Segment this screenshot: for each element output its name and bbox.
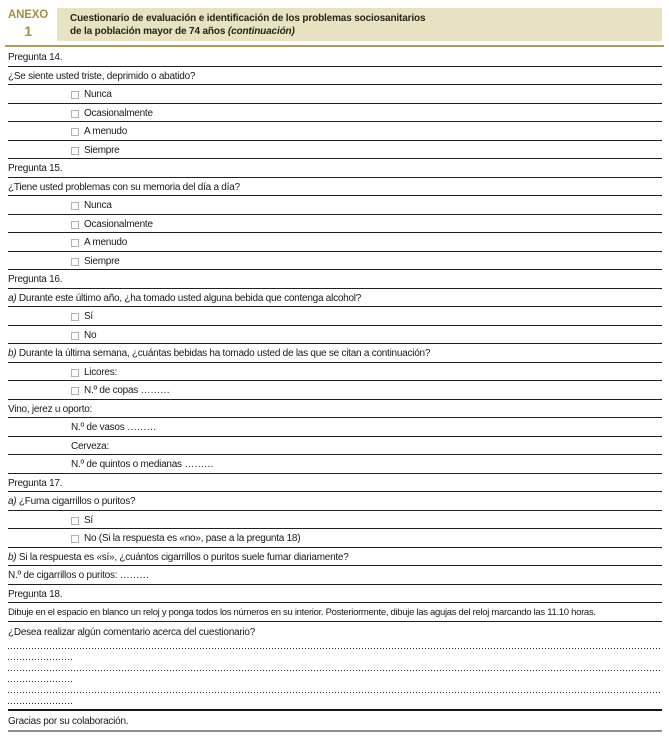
- pregunta-14-question: [8, 67, 662, 86]
- anexo-number: 1: [24, 22, 32, 39]
- option-p16a-no-text: No: [84, 329, 97, 341]
- p17b-num-cigarrillos-text: N.º de cigarrillos o puritos: ………: [8, 570, 150, 581]
- option-p17a-si-text: Sí: [84, 514, 93, 526]
- option-p14-siempre-checkbox[interactable]: [71, 147, 79, 155]
- p16b-num-quintos: [8, 455, 662, 474]
- title-line2-italic: (continuación): [227, 25, 295, 37]
- option-p14-ocasionalmente-checkbox[interactable]: [71, 110, 79, 118]
- pregunta-17b-question: [8, 548, 662, 567]
- option-p16a-si-checkbox[interactable]: [71, 313, 79, 321]
- comment-question: [8, 622, 662, 641]
- option-p15-ocasionalmente: [8, 215, 662, 234]
- option-p16a-no: [8, 326, 662, 345]
- p16b-vino-label-text: Vino, jerez u oporto:: [8, 403, 93, 415]
- comment-question-text: ¿Desea realizar algún comentario acerca del cuestionario?: [8, 626, 255, 638]
- pregunta-17-label-text: Pregunta 17.: [8, 477, 63, 489]
- header-rule: [5, 45, 664, 47]
- option-p15-nunca-checkbox[interactable]: [71, 202, 79, 210]
- option-p15-nunca-text: Nunca: [84, 200, 112, 211]
- option-p16b-num-copas: [8, 381, 662, 400]
- closing-note: Gracias por su colaboración.: [8, 716, 129, 727]
- option-p14-a-menudo-text: A menudo: [84, 126, 128, 137]
- questionnaire-body: [8, 48, 662, 706]
- title-line2-text: de la población mayor de 74 años: [70, 25, 228, 37]
- pregunta-18-instruction-text: Dibuje en el espacio en blanco un reloj y ponga todos los números en su interior. Posteriormente, dibuje las agujas del reloj marcando las 11.10 horas.: [8, 607, 596, 618]
- anexo-badge: [8, 10, 48, 38]
- footer-bottom-rule: [8, 730, 662, 732]
- option-p15-a-menudo-checkbox[interactable]: [71, 239, 79, 247]
- p17b-num-cigarrillos: [8, 566, 662, 585]
- option-p17a-si: [8, 511, 662, 530]
- option-p16b-licores-text: Licores:: [84, 366, 118, 378]
- pregunta-16b-question-text: Durante la última semana, ¿cuántas bebidas ha tomado usted de las que se citan a continuación?: [16, 348, 431, 359]
- option-p15-ocasionalmente-text: Ocasionalmente: [84, 218, 153, 230]
- option-p17a-no-checkbox[interactable]: [71, 535, 79, 543]
- pregunta-14-label-text: Pregunta 14.: [8, 52, 63, 63]
- option-p15-siempre-checkbox[interactable]: [71, 258, 79, 266]
- pregunta-18-label-text: Pregunta 18.: [8, 588, 63, 600]
- pregunta-16a-question-prefix: a): [8, 292, 17, 304]
- anexo-label: ANEXO: [8, 9, 48, 21]
- pregunta-16a-question-text: Durante este último año, ¿ha tomado usted alguna bebida que contenga alcohol?: [16, 292, 362, 304]
- option-p17a-no-text: No (Si la respuesta es «no», pase a la pregunta 18): [84, 533, 301, 544]
- p16b-cerveza-label-text: Cerveza:: [71, 440, 110, 452]
- option-p15-ocasionalmente-checkbox[interactable]: [71, 221, 79, 229]
- pregunta-16b-question: [8, 344, 662, 363]
- p16b-vino-label: [8, 400, 662, 419]
- option-p14-ocasionalmente-text: Ocasionalmente: [84, 107, 153, 119]
- option-p17a-no: [8, 529, 662, 548]
- pregunta-17a-question-prefix: a): [8, 496, 17, 507]
- pregunta-15-question: [8, 178, 662, 197]
- option-p14-siempre: [8, 141, 662, 160]
- pregunta-15-question-text: ¿Tiene usted problemas con su memoria del día a día?: [8, 181, 240, 193]
- option-p16b-num-copas-checkbox[interactable]: [71, 387, 79, 395]
- pregunta-17b-question-text: Si la respuesta es «sí», ¿cuántos cigarrillos o puritos suele fumar diariamente?: [16, 551, 349, 563]
- option-p14-a-menudo-checkbox[interactable]: [71, 128, 79, 136]
- option-p14-a-menudo: [8, 122, 662, 141]
- pregunta-17-label: [8, 474, 662, 493]
- comment-dotted-line[interactable]: [8, 662, 662, 673]
- title-line1: Cuestionario de evaluación e identificación de los problemas sociosanitarios: [70, 13, 426, 24]
- option-p17a-si-checkbox[interactable]: [71, 517, 79, 525]
- comment-dotted-line[interactable]: [8, 695, 74, 706]
- pregunta-17a-question: [8, 492, 662, 511]
- option-p15-siempre: [8, 252, 662, 271]
- option-p15-a-menudo: [8, 233, 662, 252]
- pregunta-17b-question-prefix: b): [8, 551, 17, 563]
- option-p15-nunca: [8, 196, 662, 215]
- option-p16a-no-checkbox[interactable]: [71, 332, 79, 340]
- comment-dotted-line[interactable]: [8, 684, 662, 695]
- footer: [8, 709, 662, 732]
- pregunta-14-label: [8, 48, 662, 67]
- pregunta-18-instruction: [8, 603, 662, 622]
- option-p16b-num-copas-text: N.º de copas ………: [84, 385, 170, 396]
- option-p14-nunca: [8, 85, 662, 104]
- pregunta-16a-question: [8, 289, 662, 308]
- pregunta-18-label: [8, 585, 662, 604]
- pregunta-14-question-text: ¿Se siente usted triste, deprimido o abatido?: [8, 70, 196, 82]
- p16b-num-vasos: [8, 418, 662, 437]
- p16b-num-quintos-text: N.º de quintos o medianas ………: [71, 459, 214, 470]
- pregunta-16-label: [8, 270, 662, 289]
- option-p15-siempre-text: Siempre: [84, 255, 120, 267]
- p16b-cerveza-label: [8, 437, 662, 456]
- comment-dotted-line[interactable]: [8, 640, 662, 651]
- option-p16a-si-text: Sí: [84, 311, 93, 322]
- comment-dotted-line[interactable]: [8, 673, 74, 684]
- option-p14-nunca-checkbox[interactable]: [71, 91, 79, 99]
- option-p14-ocasionalmente: [8, 104, 662, 123]
- comment-dotted-line[interactable]: [8, 651, 74, 662]
- p16b-num-vasos-text: N.º de vasos ………: [71, 422, 157, 433]
- title-box: [57, 8, 662, 41]
- pregunta-15-label-text: Pregunta 15.: [8, 163, 63, 174]
- header: [8, 8, 662, 47]
- pregunta-16b-question-prefix: b): [8, 348, 17, 359]
- option-p16a-si: [8, 307, 662, 326]
- option-p14-siempre-text: Siempre: [84, 144, 120, 156]
- pregunta-17a-question-text: ¿Fuma cigarrillos o puritos?: [16, 496, 136, 507]
- option-p16b-licores-checkbox[interactable]: [71, 369, 79, 377]
- option-p16b-licores: [8, 363, 662, 382]
- pregunta-16-label-text: Pregunta 16.: [8, 274, 63, 285]
- pregunta-15-label: [8, 159, 662, 178]
- option-p14-nunca-text: Nunca: [84, 89, 112, 100]
- title-line2: [70, 26, 656, 39]
- option-p15-a-menudo-text: A menudo: [84, 237, 128, 248]
